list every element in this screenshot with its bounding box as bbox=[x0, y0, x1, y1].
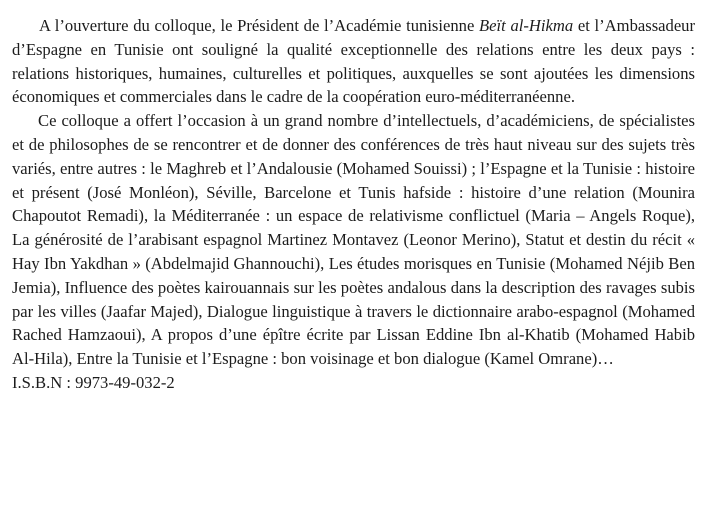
paragraph-conferences: Ce colloque a offert l’occasion à un grand nombre d’intellectuels, d’académiciens, de spécialistes et de philosophes de se rencontrer et de donner des conférences de très haut niveau sur des sujets très variés, entre autres : le Maghreb et l’Andalousie (Mohamed Souissi) ; l’Espagne et la Tunisie : histoire et présent (José Monléon), Séville, Barcelone et Tunis hafside : histoire d’une relation (Mounira Chapoutot Remadi), la Méditerranée : un espace de relativisme conflictuel (Maria – Angels Roque), La générosité de l’arabisant espagnol Martinez Montavez (Leonor Merino), Statut et destin du récit « Hay Ibn Yakdhan » (Abdelmajid Ghannouchi), Les études morisques en Tunisie (Mohamed Néjib Ben Jemia), Influence des poètes kairouannais sur les poètes andalous dans la description des ravages subis par les villes (Jaafar Majed), Dialogue linguistique à travers le dictionnaire arabo-espagnol (Mohamed Rached Hamzaoui), A propos d’une épître écrite par Lissan Eddine Ibn al-Khatib (Mohamed Habib Al-Hila), Entre la Tunisie et l’Espagne : bon voisinage et bon dialogue (Kamel Omrane)… bbox=[12, 111, 695, 369]
paragraph-opening bbox=[12, 14, 695, 109]
isbn-line: I.S.B.N : 9973-49-032-2 bbox=[12, 372, 175, 392]
paragraph-opening-text-start: A l’ouverture du colloque, le Président de l’Académie tunisienne bbox=[39, 16, 480, 35]
institution-name-italic: Beït al-Hikma bbox=[479, 16, 574, 35]
paragraph-opening-text-end: et l’Ambassadeur d’Espagne en Tunisie ont souligné la qualité exceptionnelle des relations entre les deux pays : relations historiques, humaines, culturelles et politiques, auxquelles se sont ajoutées les dimensions économiques et commerciales dans le cadre de la coopération euro-méditerranéenne. bbox=[12, 16, 696, 107]
